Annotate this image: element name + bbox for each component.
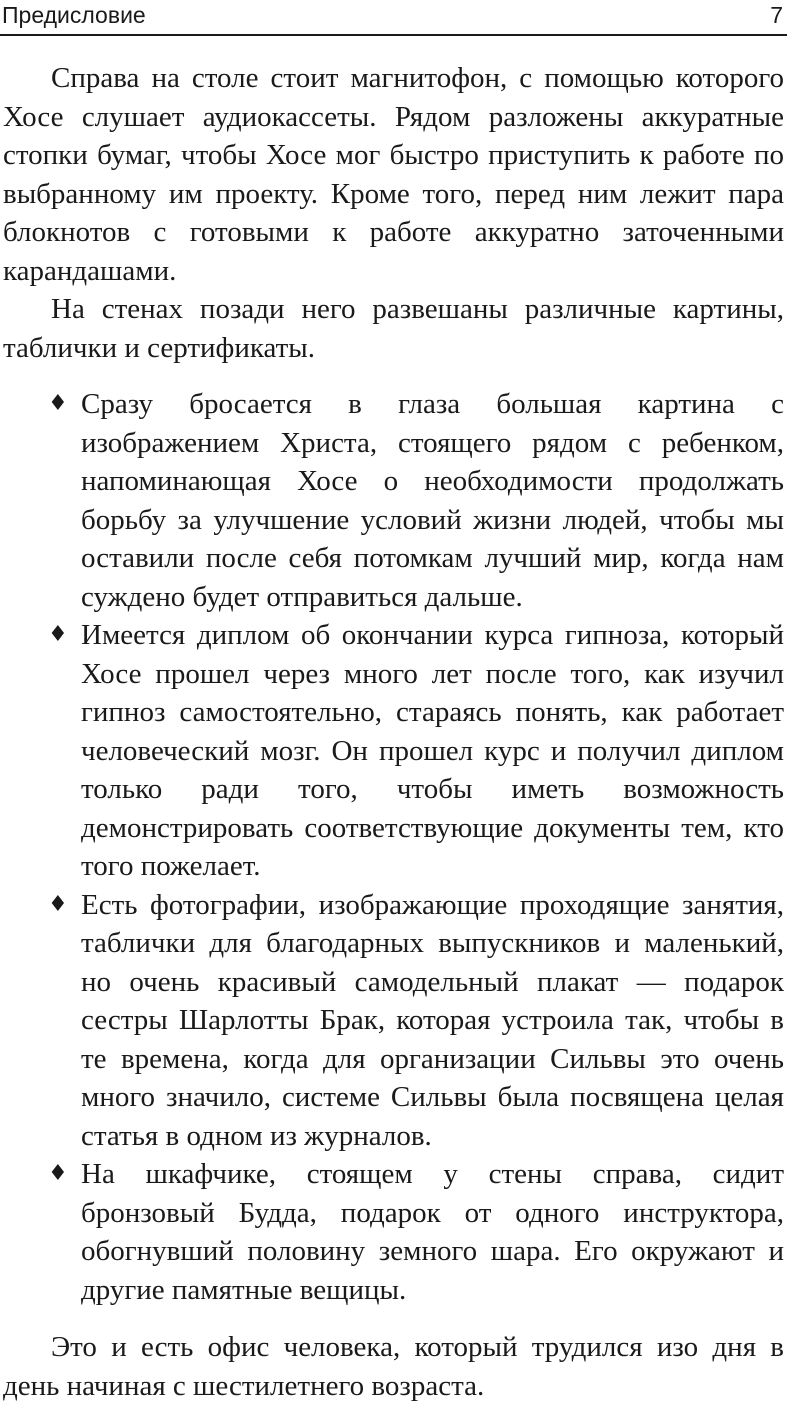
- paragraph-closing: Это и есть офис человека, который трудился изо дня в день начиная с шестилетнего возраста.: [3, 1331, 784, 1402]
- paragraph-office-walls: На стенах позади него развешаны различные картины, таблички и сертификаты.: [3, 293, 784, 364]
- diamond-bullet-icon: ♦: [48, 622, 68, 647]
- list-item-text: Имеется диплом об окончании курса гипноза, который Хосе прошел через много лет после того, как изучил гипноз самостоятельно, стараясь понять, как работает человеческий мозг. Он прошел курс и получил диплом только ради того, чтобы иметь возможность демонстрировать соответствующие документы тем, кто того пожелает.: [81, 619, 784, 882]
- list-item: [3, 616, 784, 886]
- list-item: [3, 1155, 784, 1309]
- list-item: [3, 385, 784, 616]
- list-item: [3, 886, 784, 1156]
- section-title: Предисловие: [2, 2, 146, 28]
- list-item-text: Сразу бросается в глаза большая картина с изображением Христа, стоящего рядом с ребенком, напоминающая Хосе о необходимости продолжать борьбу за улучшение условий жизни людей, чтобы мы оставили после себя потомкам лучший мир, когда нам суждено будет отправиться дальше.: [81, 388, 784, 613]
- diamond-bullet-icon: ♦: [48, 891, 68, 917]
- diamond-bullet-icon: ♦: [48, 391, 68, 416]
- list-item-text: Есть фотографии, изображающие проходящие занятия, таблички для благодарных выпускников и маленький, но очень красивый самодельный плакат — подарок сестры Шарлотты Брак, которая устроила так, чтобы в те времена, когда для организации Сильвы это очень много значило, системе Сильвы была посвящена целая статья в одном из журналов.: [81, 888, 784, 1152]
- diamond-bullet-icon: ♦: [48, 1161, 68, 1186]
- list-item-text: На шкафчике, стоящем у стены справа, сидит бронзовый Будда, подарок от одного инструктора, обогнувший половину земного шара. Его окружают и другие памятные вещицы.: [81, 1158, 784, 1306]
- page-number: 7: [770, 2, 783, 28]
- paragraph-office-desk: Справа на столе стоит магнитофон, с помощью которого Хосе слушает аудиокассеты. Рядом разложены аккуратные стопки бумаг, чтобы Хосе мог быстро приступить к работе по выбранному им проекту. Кроме того, перед ним лежит пара блокнотов с готовыми к работе аккуратно заточенными карандашами.: [3, 62, 784, 287]
- body-text: [3, 59, 784, 1405]
- running-head: [0, 0, 787, 36]
- bullet-list: [3, 385, 784, 1309]
